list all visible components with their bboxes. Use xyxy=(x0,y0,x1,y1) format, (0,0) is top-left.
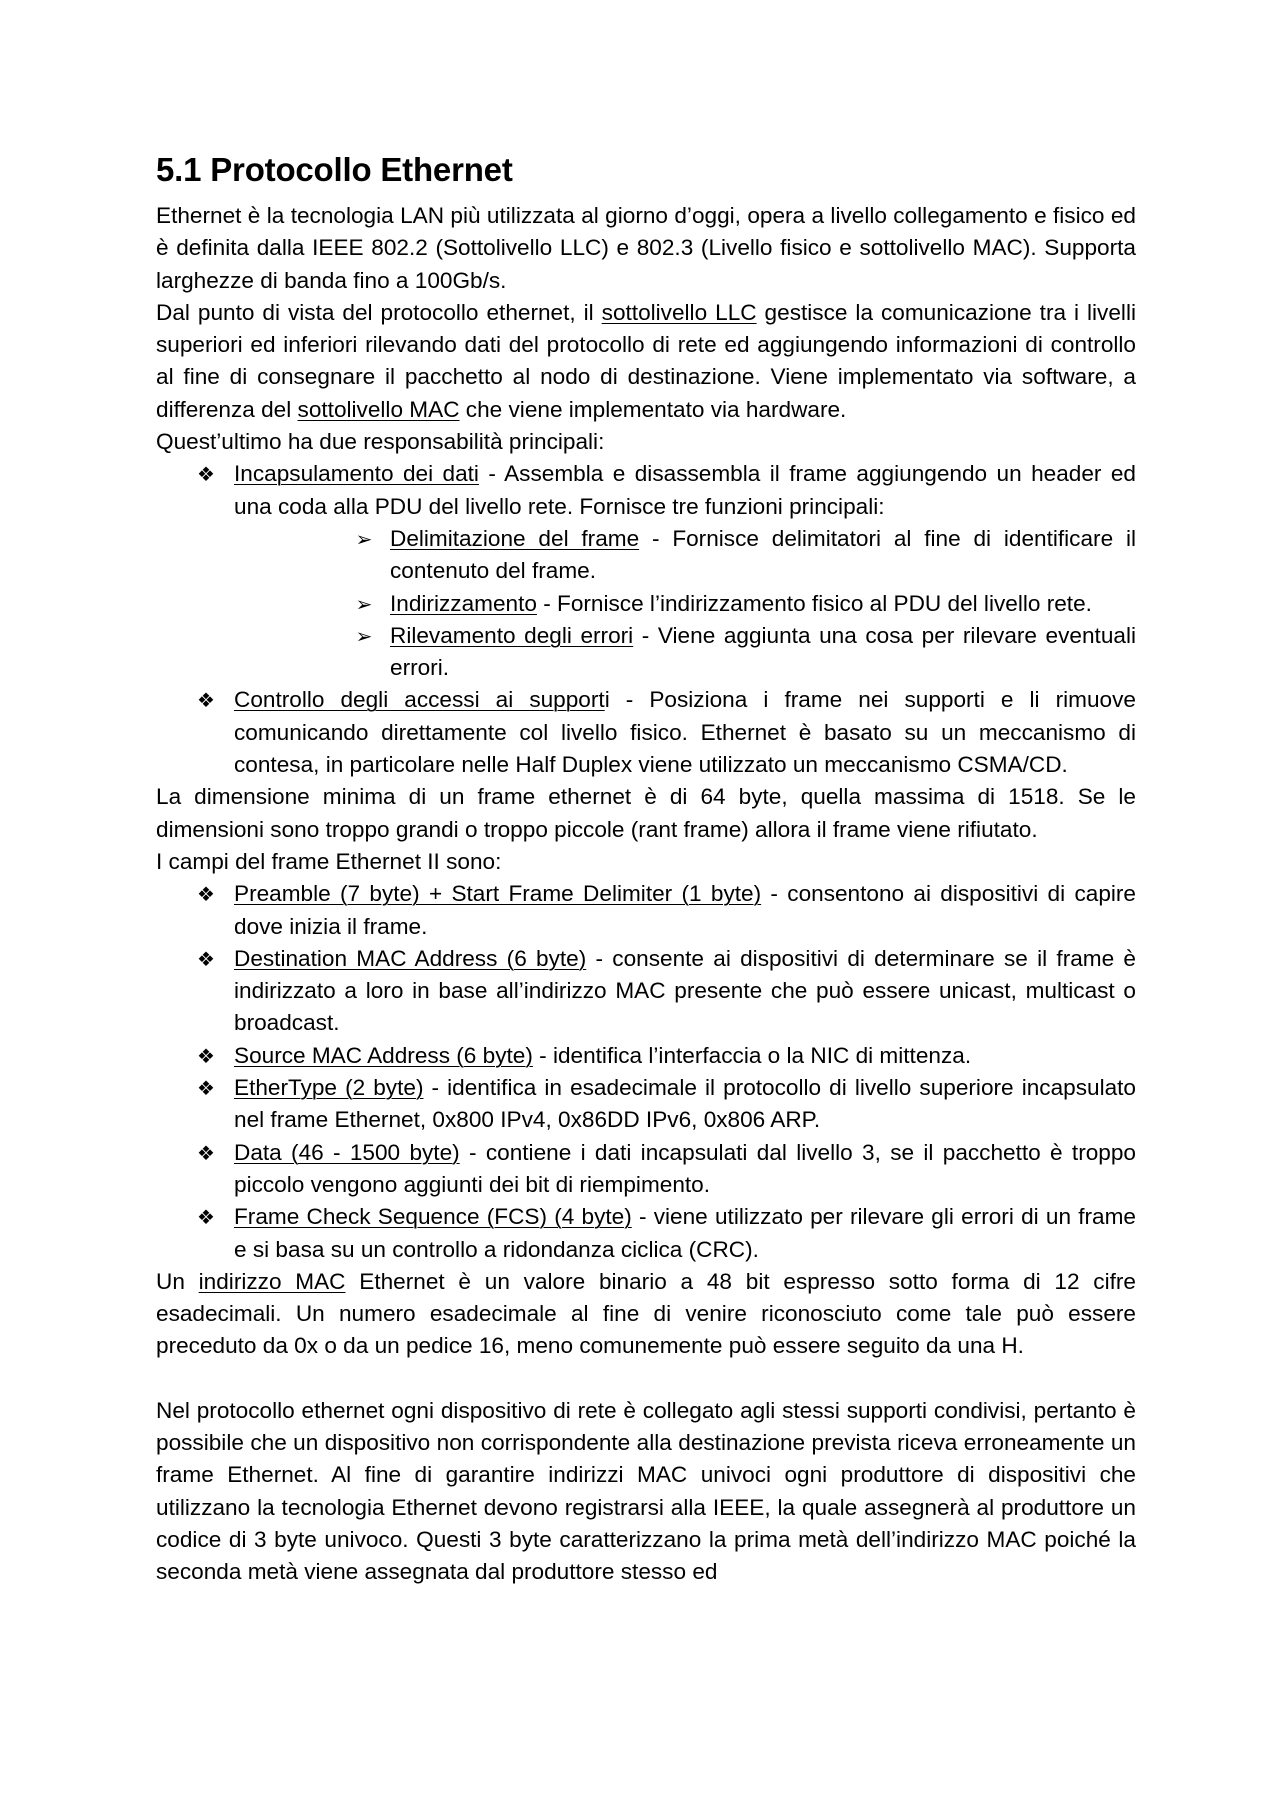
list-item xyxy=(156,1137,1136,1202)
list-item xyxy=(156,1201,1136,1266)
arrow-bullet-icon: ➢ xyxy=(355,591,373,616)
field-text: - consente ai dispositivi di determinare se il frame è indirizzato a loro in base all’indirizzo MAC presente che può essere unicast, multicast o broadcast. xyxy=(234,945,1136,1036)
field-term: Frame Check Sequence (FCS) (4 byte) xyxy=(234,1204,632,1230)
sub-item-text: - Viene aggiunta una cosa per rilevare eventuali errori. xyxy=(390,622,1136,681)
mac-term: sottolivello MAC xyxy=(297,396,460,422)
list-item xyxy=(156,878,1136,943)
sub-item-text: - Fornisce delimitatori al fine di identificare il contenuto del frame. xyxy=(390,525,1136,584)
diamond-bullet-icon: ❖ xyxy=(197,882,215,907)
mac-address-paragraph xyxy=(156,1266,1136,1363)
diamond-bullet-icon: ❖ xyxy=(197,1140,215,1165)
sub-item-text: - Fornisce l’indirizzamento fisico al PDU del livello rete. xyxy=(536,590,1092,616)
sub-item-term: Rilevamento degli errori xyxy=(390,622,634,648)
sub-list-item xyxy=(234,588,1136,620)
frame-size-paragraph: La dimensione minima di un frame ethernet è di 64 byte, quella massima di 1518. Se le dimensioni sono troppo grandi o troppo piccole (rant frame) allora il frame viene rifiutato. xyxy=(156,784,1136,842)
frame-fields-list xyxy=(156,878,1136,1266)
field-term: Preamble (7 byte) + Start Frame Delimiter (1 byte) xyxy=(234,881,762,907)
diamond-bullet-icon: ❖ xyxy=(197,1076,215,1101)
mac-text-a: Un xyxy=(156,1268,199,1294)
mac-text-b: Ethernet è un valore binario a 48 bit espresso sotto forma di 12 cifre esadecimali. Un numero esadecimale al fine di venire riconosciuto come tale può essere preceduto da 0x o da un pedice 16, meno comunemente può essere seguito da una H. xyxy=(156,1268,1136,1359)
field-term: Source MAC Address (6 byte) xyxy=(234,1042,533,1068)
llc-text-b: gestisce la comunicazione tra i livelli superiori ed inferiori rilevando dati del protocollo di rete ed aggiungendo informazioni di controllo al fine di consegnare il pacchetto al nodo di destinazione. Viene implementato via software, a differenza del xyxy=(156,299,1136,422)
field-text: - identifica in esadecimale il protocollo di livello superiore incapsulato nel frame Ethernet, 0x800 IPv4, 0x86DD IPv6, 0x806 ARP. xyxy=(234,1075,1136,1133)
field-term: Destination MAC Address (6 byte) xyxy=(234,945,587,971)
shared-media-paragraph: Nel protocollo ethernet ogni dispositivo di rete è collegato agli stessi supporti condivisi, pertanto è possibile che un dispositivo non corrispondente alla destinazione prevista riceva erroneamente un frame Ethernet. Al fine di garantire indirizzi MAC univoci ogni produttore di dispositivi che utilizzano la tecnologia Ethernet devono registrarsi alla IEEE, la quale assegnerà al produttore un codice di 3 byte univoco. Questi 3 byte caratterizzano la prima metà dell’indirizzo MAC poiché la seconda metà viene assegnata dal produttore stesso ed xyxy=(156,1397,1136,1585)
intro-paragraph: Ethernet è la tecnologia LAN più utilizzata al giorno d’oggi, opera a livello collegamento e fisico ed è definita dalla IEEE 802.2 (Sottolivello LLC) e 802.3 (Livello fisico e sottolivello MAC). Supporta larghezze di banda fino a 100Gb/s. xyxy=(156,203,1136,293)
item-text: i - Posiziona i frame nei supporti e li rimuove comunicando direttamente col livello fisico. Ethernet è basato su un meccanismo di contesa, in particolare nelle Half Duplex viene utilizzato un meccanismo CSMA/CD. xyxy=(234,687,1136,778)
responsibilities-intro: Quest’ultimo ha due responsabilità principali: xyxy=(156,429,605,455)
diamond-bullet-icon: ❖ xyxy=(197,1205,215,1230)
sub-item-term: Delimitazione del frame xyxy=(390,525,640,551)
sub-item-term: Indirizzamento xyxy=(390,590,537,616)
section-title: 5.1 Protocollo Ethernet xyxy=(156,151,513,188)
arrow-bullet-icon: ➢ xyxy=(355,623,373,648)
responsibilities-list xyxy=(156,458,1136,781)
sub-list xyxy=(234,523,1136,684)
field-text: - viene utilizzato per rilevare gli errori di un frame e si basa su un controllo a ridondanza ciclica (CRC). xyxy=(234,1204,1136,1262)
mac-address-term: indirizzo MAC xyxy=(198,1268,346,1294)
item-term: Incapsulamento dei dati xyxy=(234,461,479,487)
diamond-bullet-icon: ❖ xyxy=(197,688,215,713)
list-item xyxy=(156,943,1136,1040)
paragraph-gap xyxy=(156,1363,1136,1395)
llc-term: sottolivello LLC xyxy=(601,299,757,325)
field-text: - contiene i dati incapsulati dal livello 3, se il pacchetto è troppo piccolo vengono aggiunti dei bit di riempimento. xyxy=(234,1139,1136,1197)
diamond-bullet-icon: ❖ xyxy=(197,1043,215,1068)
arrow-bullet-icon: ➢ xyxy=(355,526,373,551)
llc-paragraph xyxy=(156,297,1136,426)
llc-text-a: Dal punto di vista del protocollo ethernet, il xyxy=(156,299,602,325)
field-text: - consentono ai dispositivi di capire dove inizia il frame. xyxy=(234,881,1136,939)
list-item xyxy=(156,1072,1136,1137)
item-text: - Assembla e disassembla il frame aggiungendo un header ed una coda alla PDU del livello rete. Fornisce tre funzioni principali: xyxy=(234,461,1136,519)
field-text: - identifica l’interfaccia o la NIC di mittenza. xyxy=(532,1042,972,1068)
field-term: EtherType (2 byte) xyxy=(234,1075,424,1101)
diamond-bullet-icon: ❖ xyxy=(197,462,215,487)
document-page xyxy=(156,150,1136,1588)
sub-list-item xyxy=(234,620,1136,685)
fields-intro: I campi del frame Ethernet II sono: xyxy=(156,848,502,874)
list-item xyxy=(156,458,1136,684)
list-item xyxy=(156,684,1136,781)
sub-list-item xyxy=(234,523,1136,588)
diamond-bullet-icon: ❖ xyxy=(197,946,215,971)
llc-text-c: che viene implementato via hardware. xyxy=(459,396,847,422)
list-item xyxy=(156,1040,1136,1072)
item-term: Controllo degli accessi ai support xyxy=(234,687,605,713)
field-term: Data (46 - 1500 byte) xyxy=(234,1139,460,1165)
